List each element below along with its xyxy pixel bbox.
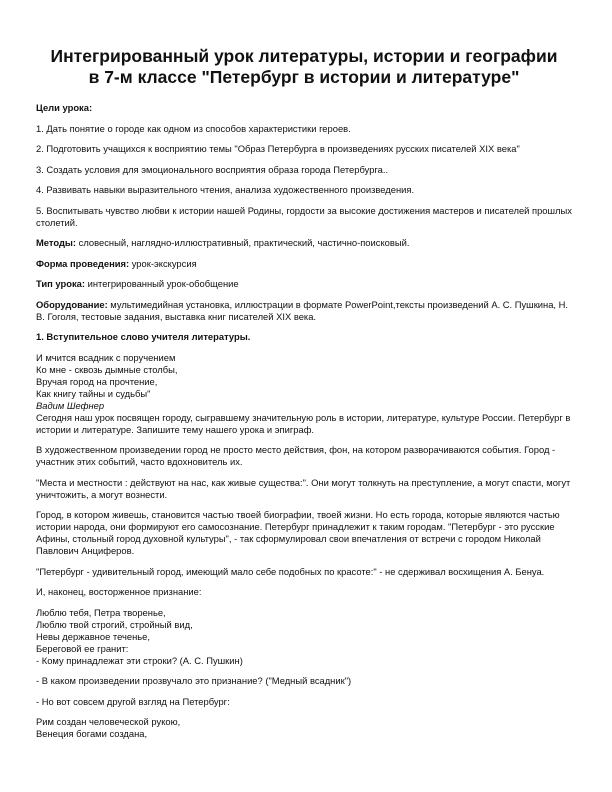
goal-item-1: 1. Дать понятие о городе как одном из способов характеристики героев.	[36, 122, 351, 134]
goal-item-2: 2. Подготовить учащихся к восприятию темы "Образ Петербурга в произведениях русских писателей XIX века"	[36, 143, 520, 154]
type-text: интегрированный урок-обобщение	[84, 278, 239, 289]
equipment-label: Оборудование:	[36, 298, 108, 310]
poem-line: И мчится всадник с поручением	[36, 351, 176, 363]
form-label: Форма проведения:	[36, 257, 130, 269]
question-work: - В каком произведении прозвучало это признание? ("Медный всадник")	[36, 675, 352, 686]
poem-line: Вручая город на прочтение,	[36, 375, 158, 387]
question-other-view: - Но вот совсем другой взгляд на Петербург:	[36, 695, 230, 707]
goals-heading: Цели урока:	[36, 102, 93, 113]
poem-line: Венеция богами создана,	[36, 728, 148, 739]
goal-item-5: 5. Воспитывать чувство любви к истории нашей Родины, гордости за высокие достижения мастеров и писателей прошлых столетий.	[36, 204, 572, 228]
type-label: Тип урока:	[36, 278, 85, 289]
methods-text: словесный, наглядно-иллюстративный, практический, частично-поисковый.	[76, 237, 410, 248]
paragraph-benois-quote: "Петербург - удивительный город, имеющий мало себе подобных по красоте:" - не сдерживал восхищения А. Бенуа.	[36, 565, 545, 577]
poem-line: Невы державное теченье,	[36, 630, 150, 642]
poem-line: Как книгу тайны и судьбы"	[36, 387, 151, 399]
goal-item-3: 3. Создать условия для эмоционального восприятия образа города Петербурга..	[36, 163, 389, 175]
question-line: - Кому принадлежат эти строки? (А. С. Пушкин)	[36, 654, 243, 666]
paragraph-places-quote: "Места и местности : действуют на нас, как живые существа:". Они могут толкнуть на преступление, а могут спасти, могут уничтожить, а могут вознести.	[36, 476, 571, 500]
section1-heading: 1. Вступительное слово учителя литературы.	[36, 331, 251, 342]
poem-line: Люблю твой строгий, стройный вид,	[36, 618, 193, 630]
equipment-line	[36, 299, 572, 323]
form-text: урок-экскурсия	[129, 257, 197, 269]
poem-line: Люблю тебя, Петра творенье,	[36, 606, 166, 618]
poem-line: Рим создан человеческой рукою,	[36, 716, 181, 727]
poem-author: Вадим Шефнер	[36, 399, 105, 411]
poem-pushkin	[36, 607, 572, 667]
poem-line: Береговой ее гранит:	[36, 642, 129, 654]
type-line	[36, 278, 572, 290]
paragraph-city-role: В художественном произведении город не просто место действия, фон, на котором разворачиваются события. Город - участник этих событий, часто вдохновитель их.	[36, 444, 556, 467]
poem-rome	[36, 716, 572, 740]
methods-label: Методы:	[36, 237, 77, 248]
form-line	[36, 258, 572, 270]
poem-line: Ко мне - сквозь дымные столбы,	[36, 363, 178, 375]
poem-epigraph	[36, 352, 572, 412]
equipment-text: мультимедийная установка, иллюстрации в формате PowerPoint,тексты произведений А. С. Пушкина, Н. В. Гоголя, тестовые задания, выставка книг писателей XIX века.	[36, 298, 569, 322]
paragraph-intro: Сегодня наш урок посвящен городу, сыгравшему значительную роль в истории, литературе, культуре России. Петербург в истории и литературе. Запишите тему нашего урока и эпиграф.	[36, 411, 571, 435]
methods-line	[36, 237, 572, 249]
document-title: Интегрированный урок литературы, истории и географии в 7-м классе "Петербург в истории и литературе"	[50, 46, 558, 87]
goal-item-4: 4. Развивать навыки выразительного чтения, анализа художественного произведения.	[36, 184, 415, 195]
paragraph-biography: Город, в котором живешь, становится частью твоей биографии, твоей жизни. Но есть города, которые являются частью истории народа, они формируют его самосознание. Петербург принадлежит к таким городам. "Петербург - это русские Афины, стольный город духовной культуры", - так сформулировал свои впечатления от встречи с городом Николай Павлович Анциферов.	[36, 509, 560, 556]
paragraph-confession: И, наконец, восторженное признание:	[36, 586, 202, 597]
